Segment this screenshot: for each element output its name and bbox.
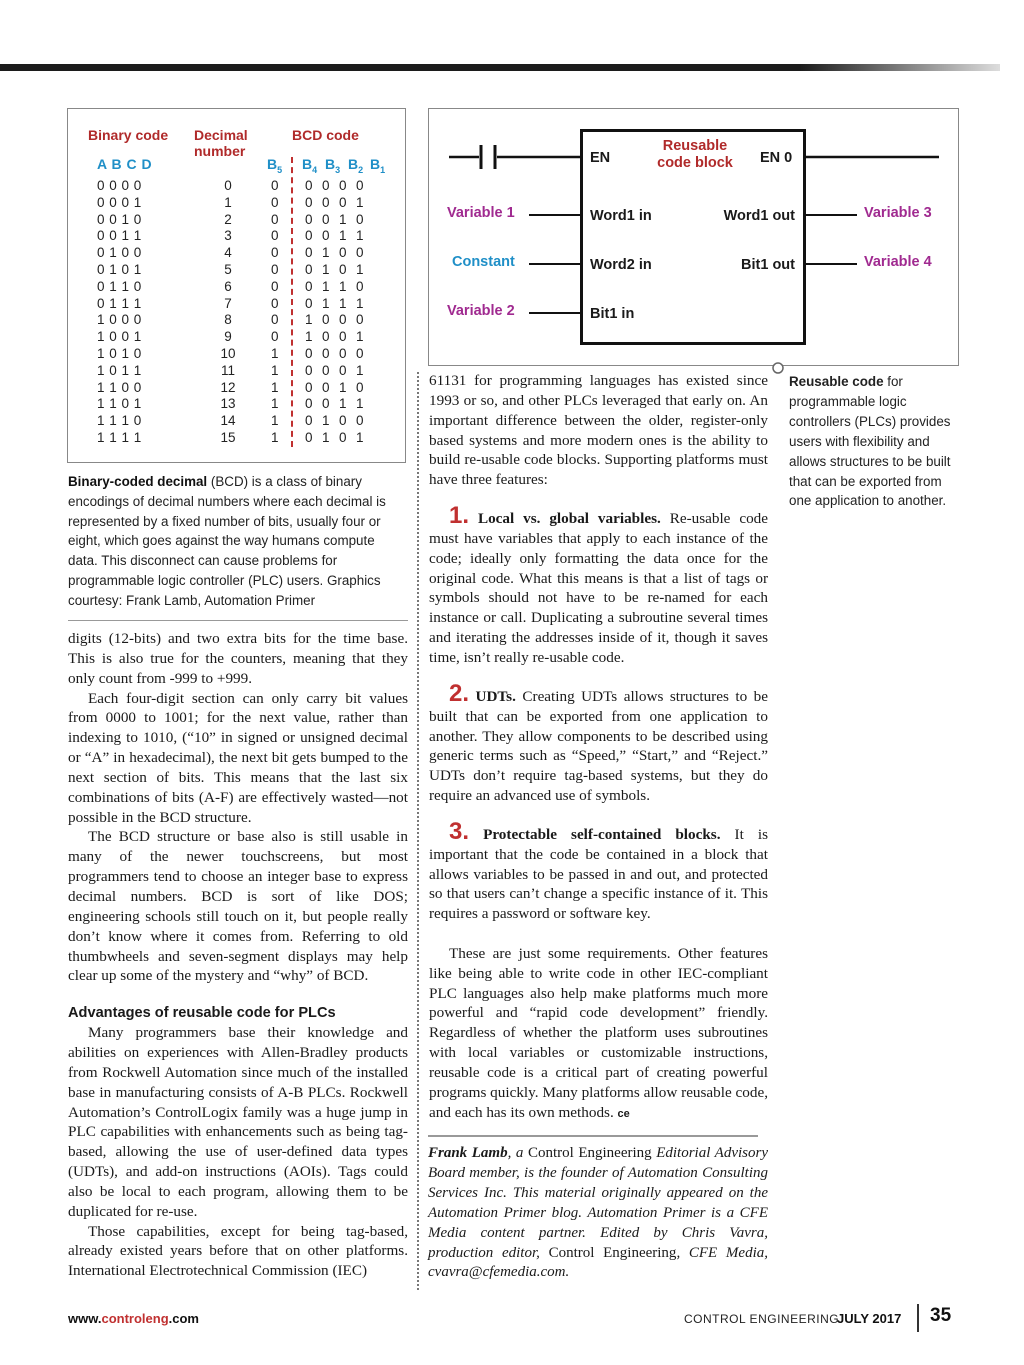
footer-website[interactable] (68, 1311, 199, 1326)
paragraph: digits (12-bits) and two extra bits for the time base. This is also true for the counters, meaning that they only count from -999 to +999. (68, 630, 408, 687)
decimal-cell: 6 (224, 278, 232, 294)
bio-publication: Control Engineering (548, 1244, 677, 1261)
feature-1 (429, 502, 769, 668)
paragraph: Those capabilities, except for being tag-based, already existed years before that on other platforms. International Electrotechnical Commission (IEC) (68, 1222, 408, 1280)
bcd-sub-b1: $B_1$ (370, 156, 386, 175)
word2-in-label: Word2 in (590, 257, 652, 273)
b5-cell: 0 (271, 295, 279, 311)
bcd-cell: 0 0 0 1 (305, 362, 364, 378)
figure-caption-reusable (789, 372, 959, 511)
middle-column (429, 371, 768, 1124)
callout-dot-icon (771, 361, 785, 375)
word1-out-label: Word1 out (723, 208, 795, 224)
footer-month: JULY 2017 (837, 1311, 902, 1326)
constant-label: Constant (452, 254, 515, 270)
caption-bold: Reusable code (789, 374, 884, 389)
figure-caption-bcd (68, 472, 408, 611)
caption-bold: Binary-coded decimal (68, 474, 208, 489)
bcd-cell: 0 1 0 1 (305, 262, 364, 277)
table-row (68, 195, 407, 212)
decimal-cell: 3 (224, 228, 232, 244)
decimal-cell: 1 (224, 194, 232, 210)
author-name: Frank Lamb (428, 1145, 508, 1161)
decimal-cell: 7 (224, 295, 232, 311)
b5-cell: 0 (271, 211, 279, 227)
bcd-cell: 0 1 1 1 (305, 295, 364, 311)
binary-cell: 1 0 1 0 (97, 346, 142, 361)
footer-separator (917, 1304, 919, 1332)
bcd-cell: 0 0 1 1 (305, 396, 364, 412)
end-mark: ce (617, 1107, 630, 1120)
decimal-cell: 5 (224, 262, 232, 277)
bcd-cell: 0 0 0 0 (305, 346, 364, 361)
binary-cell: 1 1 1 0 (97, 413, 142, 429)
decimal-cell: 9 (224, 329, 232, 345)
en-label: EN (590, 150, 611, 166)
table-row (68, 346, 407, 363)
bit1-in-label: Bit1 in (590, 306, 635, 322)
b5-cell: 1 (271, 379, 279, 395)
bcd-cell: 0 1 0 0 (305, 245, 364, 261)
bio-text: , CFE Media, cvavra@cfemedia.com. (428, 1244, 768, 1281)
bcd-sub-b2: $B_2$ (348, 156, 364, 175)
decimal-cell: 8 (224, 312, 232, 328)
binary-cell: 1 1 1 1 (97, 430, 142, 445)
paragraph: 61131 for programming languages has existed since 1993 or so, and other PLCs leveraged that early on. An important difference between the older, register-only based systems and more modern ones is the ability to build re-usable code blocks. Supporting platforms must have three features: (429, 372, 768, 489)
bcd-cell: 0 0 0 1 (305, 194, 364, 210)
bcd-sub-b4: $B_4$ (302, 156, 318, 175)
variable3-label: Variable 3 (864, 205, 932, 221)
decimal-cell: 14 (220, 413, 236, 429)
bcd-cell: 0 0 0 0 (305, 178, 364, 193)
paragraph: The BCD structure or base also is still usable in many of the newer touchscreens, but most programmers tend to choose an integer base to express decimal numbers. BCD is sort of like DOS; engineering schools still touch on it, but people really don’t know where it comes from. Referring to old thumbwheels and seven-segment displays may help clear up some of the mystery and “why” of BCD. (68, 828, 408, 985)
top-rule (0, 64, 1000, 71)
b5-cell: 0 (271, 178, 279, 193)
decimal-cell: 10 (220, 346, 236, 361)
table-row (68, 279, 407, 296)
feature-2 (429, 679, 768, 806)
b5-cell: 0 (271, 245, 279, 261)
binary-cell: 1 1 0 0 (97, 379, 142, 395)
header-bcd: BCD code (292, 127, 359, 143)
left-column (68, 629, 408, 1281)
table-row (68, 329, 407, 346)
block-title: Reusable code block (657, 138, 733, 171)
bcd-table (67, 108, 406, 463)
b5-cell: 1 (271, 362, 279, 378)
feature-text: Creating UDTs allows structures to be built that can be exported from one application to another. They allow components to be described using generic terms such as “Speed,” “Start,” and “Reject.” UDTs don’t require tag-based systems, but they do require an advanced use of symbols. (429, 687, 768, 805)
table-row (68, 430, 407, 447)
variable2-label: Variable 2 (447, 303, 515, 319)
decimal-cell: 2 (224, 211, 232, 227)
table-row (68, 245, 407, 262)
binary-cell: 0 0 1 1 (97, 228, 142, 244)
feature-text: It is important that the code be contained in a block that allows variables to be passed in and out, and protected so that users can’t change a specific instance of it. This requires a password or software key. (429, 825, 768, 923)
feature-number: 3. (449, 817, 470, 845)
table-row (68, 396, 407, 413)
decimal-cell: 13 (220, 396, 236, 412)
bcd-cell: 1 0 0 0 (305, 312, 364, 328)
site-prefix: www. (68, 1311, 102, 1326)
b5-cell: 0 (271, 194, 279, 210)
b5-cell: 0 (271, 329, 279, 345)
binary-cell: 0 0 0 0 (97, 178, 142, 193)
feature-title: UDTs. (475, 687, 516, 705)
bio-publication: Control Engineering (527, 1145, 652, 1161)
feature-title: Protectable self-contained blocks. (483, 825, 721, 843)
author-bio (428, 1144, 768, 1283)
b5-cell: 0 (271, 278, 279, 294)
binary-cell: 1 0 0 1 (97, 329, 142, 345)
code-block (580, 129, 806, 345)
binary-cell: 0 0 0 1 (97, 194, 142, 210)
paragraph: Each four-digit section can only carry bit values from 0000 to 1001; for the next value, rather than indexing to 1010, (“10” in signed or unsigned decimal or “A” in hexadecimal), the next bit gets bumped to the next section of bits. This means that the last six combinations of bits (A-F) are effectively wasted—not possible in the BCD structure. (68, 689, 408, 826)
word1-in-label: Word1 in (590, 208, 652, 224)
decimal-cell: 11 (220, 362, 235, 378)
caption-rule (68, 620, 408, 621)
b5-cell: 0 (271, 312, 279, 328)
bcd-cell: 0 0 1 0 (305, 211, 364, 227)
table-row (68, 296, 407, 313)
paragraph: Many programmers base their knowledge and abilities on experiences with Allen-Bradley products from Rockwell Automation since much of the installed base in manufacturing consists of A-B PLCs. Rockwell Automation’s ControlLogix family was a huge jump in PLC capabilities with enhancements such as being tag-based, allowing the use of user-defined data types (UDTs), and add-on instructions (AOIs). Tags could also be local to each program, allowing them to be duplicated for re-use. (68, 1024, 408, 1220)
bio-text: , a (507, 1145, 528, 1161)
b5-cell: 1 (271, 413, 279, 429)
bio-text: Editorial Advisory Board member, is the founder of Automation Consulting Services Inc. This material originally appeared on the Automation Primer blog. Automation Primer is a CFE Media content partner. Edited by Chris Vavra, production editor, (428, 1145, 768, 1261)
binary-cell: 0 1 1 1 (97, 295, 142, 311)
binary-cell: 0 0 1 0 (97, 211, 142, 227)
header-decimal: Decimal number (194, 127, 248, 159)
table-row (68, 380, 407, 397)
decimal-cell: 0 (224, 178, 232, 193)
feature-3 (429, 817, 768, 924)
page-number: 35 (930, 1305, 952, 1326)
binary-cell: 0 1 1 0 (97, 278, 142, 294)
closing-text: These are just some requirements. Other features like being able to write code in other IEC-compliant PLC languages also help make platforms much more powerful and “rapid code development” friendly. Regardless of whether the platform uses subroutines with local variables or customizable instructions, reusable code is a critical part of creating powerful programs quickly. Many platforms allow reusable code, and each has its own methods. (429, 944, 768, 1121)
b5-cell: 1 (271, 346, 279, 361)
caption-text: (BCD) is a class of binary encodings of decimal numbers where each decimal is represented by a fixed number of bits, usually four or eight, which goes against the way humans compute data. This disconnect can cause problems for programmable logic controller (PLC) users. Graphics courtesy: Frank Lamb, Automation Primer (68, 474, 386, 608)
feature-text: Re-usable code must have variables that apply to each instance of the code; ideally only formatting the data once for the original code. What this means is that a list of tags or symbols should not have to be re-named for each instance or call. Duplicating a subroutine several times and iterating the addresses inside of it, though it saves time, isn’t really re-usable code. (429, 510, 769, 666)
binary-cell: 1 0 1 1 (97, 362, 142, 378)
table-row (68, 413, 407, 430)
binary-cell: 1 1 0 1 (97, 396, 142, 412)
bcd-cell: 0 0 1 1 (305, 228, 364, 244)
feature-number: 2. (449, 679, 470, 707)
b5-cell: 0 (271, 262, 279, 277)
bio-rule (428, 1135, 758, 1137)
table-row (68, 228, 407, 245)
bcd-cell: 1 0 0 1 (305, 329, 364, 345)
column-divider (417, 372, 419, 1290)
section-heading: Advantages of reusable code for PLCs (68, 1005, 336, 1022)
caption-text: for programmable logic controllers (PLCs) provides users with flexibility and allows structures to be built that can be exported from one application to another. (789, 374, 951, 509)
table-row (68, 212, 407, 229)
paragraph (429, 944, 768, 1125)
footer-magazine: CONTROL ENGINEERING (684, 1312, 840, 1326)
table-row (68, 178, 407, 195)
b5-cell: 1 (271, 396, 279, 412)
variable4-label: Variable 4 (864, 254, 932, 270)
decimal-cell: 4 (224, 245, 232, 261)
header-binary: Binary code (88, 127, 169, 143)
table-row (68, 262, 407, 279)
binary-cell: 0 1 0 1 (97, 262, 142, 277)
binary-cell: 0 1 0 0 (97, 245, 142, 261)
bcd-sub-b5: $B_5$ (267, 156, 283, 175)
bcd-sub-b3: $B_3$ (325, 156, 341, 175)
bcd-cell: 0 1 0 1 (305, 430, 364, 445)
variable1-label: Variable 1 (447, 205, 515, 221)
table-row (68, 312, 407, 329)
binary-cell: 1 0 0 0 (97, 312, 142, 328)
b5-cell: 1 (271, 430, 279, 445)
feature-number: 1. (449, 502, 470, 530)
bcd-cell: 0 0 1 0 (305, 379, 364, 395)
b5-cell: 0 (271, 228, 279, 244)
bcd-cell: 0 1 1 0 (305, 278, 364, 294)
site-suffix: .com (168, 1311, 199, 1326)
binary-sub: A B C D (97, 156, 152, 172)
decimal-cell: 15 (220, 430, 236, 445)
en0-label: EN 0 (760, 150, 793, 166)
reusable-code-diagram (428, 108, 959, 366)
decimal-cell: 12 (220, 379, 236, 395)
bit1-out-label: Bit1 out (741, 257, 795, 273)
site-brand: controleng (101, 1311, 169, 1326)
table-row (68, 363, 407, 380)
feature-title: Local vs. global variables. (477, 510, 661, 528)
bcd-cell: 0 1 0 0 (305, 413, 364, 429)
